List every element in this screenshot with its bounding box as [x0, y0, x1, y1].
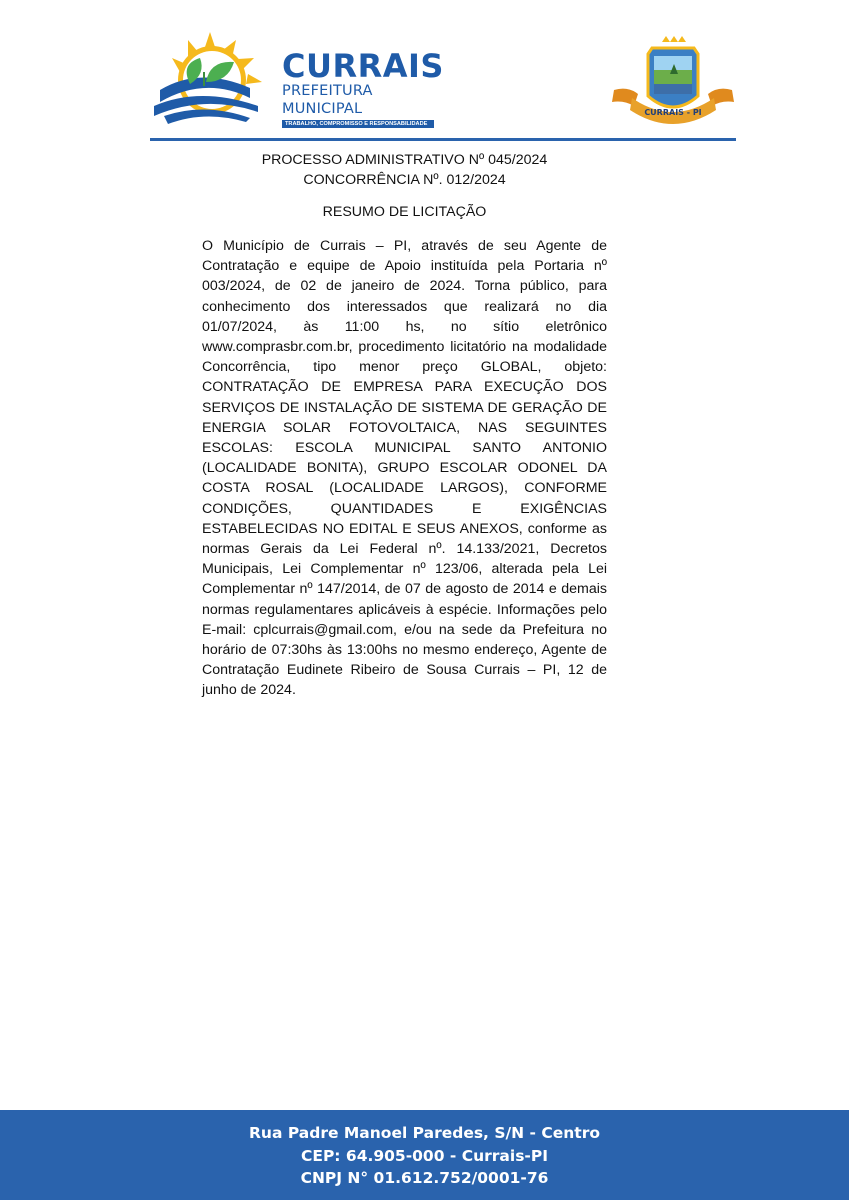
brand-subtitle: PREFEITURA MUNICIPAL	[282, 83, 373, 117]
footer-cep: CEP: 64.905-000 - Currais-PI	[300, 1146, 548, 1165]
footer-bar	[0, 1110, 849, 1200]
concorrencia-number: CONCORRÊNCIA Nº. 012/2024	[303, 172, 506, 188]
process-number: PROCESSO ADMINISTRATIVO Nº 045/2024	[261, 152, 548, 168]
brand-wordmark	[282, 47, 444, 128]
footer-cnpj: CNPJ N° 01.612.752/0001-76	[300, 1169, 549, 1187]
summary-title: RESUMO DE LICITAÇÃO	[322, 204, 487, 220]
brand-name: CURRAIS	[282, 47, 444, 85]
header-divider	[150, 138, 736, 141]
municipal-seal-icon	[608, 34, 738, 130]
seal-label: CURRAIS - PI	[644, 108, 702, 117]
footer-address: Rua Padre Manoel Paredes, S/N - Centro	[249, 1124, 600, 1142]
letterhead	[0, 0, 849, 150]
currais-sun-logo	[150, 28, 280, 124]
brand-motto: TRABALHO, COMPROMISSO E RESPONSABILIDADE	[282, 120, 434, 128]
notice-paragraph: O Município de Currais – PI, através de seu Agente de Contratação e equipe de Apoio instituída pela Portaria nº 003/2024, de 02 de janeiro de 2024. Torna público, para conhecimento dos interessados que realizará no dia 01/07/2024, às 11:00 hs, no sítio eletrônico www.comprasbr.com.br, procedimento licitatório na modalidade Concorrência, tipo menor preço GLOBAL, objeto: CONTRATAÇÃO DE EMPRESA PARA EXECUÇÃO DOS SERVIÇOS DE INSTALAÇÃO DE SISTEMA DE GERAÇÃO DE ENERGIA SOLAR FOTOVOLTAICA, NAS SEGUINTES ESCOLAS: ESCOLA MUNICIPAL SANTO ANTONIO (LOCALIDADE BONITA), GRUPO ESCOLAR ODONEL DA COSTA ROSAL (LOCALIDADE LARGOS), CONFORME CONDIÇÕES, QUANTIDADES E EXIGÊNCIAS ESTABELECIDAS NO EDITAL E SEUS ANEXOS, conforme as normas Gerais da Lei Federal nº. 14.133/2021, Decretos Municipais, Lei Complementar nº 123/06, alterada pela Lei Complementar nº 147/2014, de 07 de agosto de 2014 e demais normas regulamentares aplicáveis à espécie. Informações pelo E-mail: cplcurrais@gmail.com, e/ou na sede da Prefeitura no horário de 07:30hs às 13:00hs no mesmo endereço, Agente de Contratação Eudinete Ribeiro de Sousa Currais – PI, 12 de junho de 2024.	[202, 238, 607, 699]
document-body	[202, 150, 607, 701]
